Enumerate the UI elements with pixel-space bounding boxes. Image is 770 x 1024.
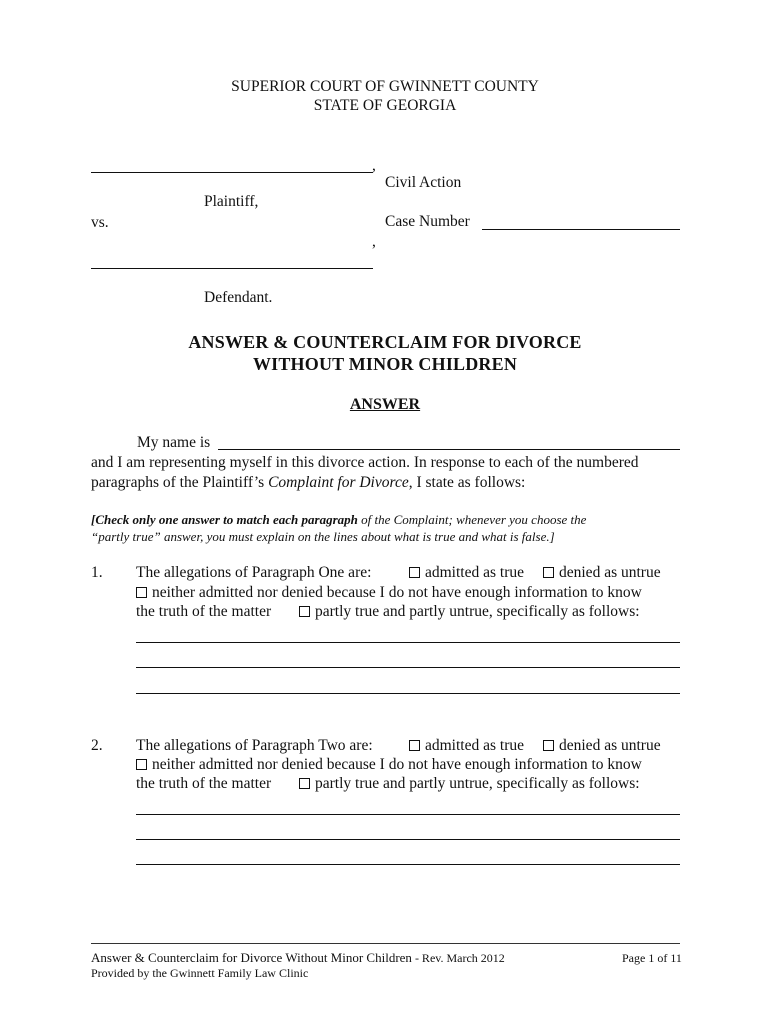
state-name: STATE OF GEORGIA xyxy=(313,97,457,114)
checkbox-admitted[interactable] xyxy=(409,567,420,578)
court-name: SUPERIOR COURT OF GWINNETT COUNTY xyxy=(231,78,539,95)
explanation-line[interactable] xyxy=(136,667,680,668)
intro-text-line2: and I am representing myself in this divorce action. In response to each of the numbered xyxy=(91,454,639,471)
complaint-title: Complaint for Divorce xyxy=(268,474,409,491)
case-number-label: Case Number xyxy=(385,213,470,230)
option-admitted[interactable]: admitted as true xyxy=(409,737,524,755)
instruction-bold: [Check only one answer to match each paragraph xyxy=(91,512,358,527)
explanation-line[interactable] xyxy=(136,642,680,643)
instruction-line1: [Check only one answer to match each paragraph of the Complaint; whenever you choose the xyxy=(91,512,587,527)
truth-label: the truth of the matter xyxy=(136,603,272,620)
checkbox-partly[interactable] xyxy=(299,606,310,617)
checkbox-denied[interactable] xyxy=(543,567,554,578)
option-admitted[interactable]: admitted as true xyxy=(409,564,524,582)
name-line[interactable] xyxy=(218,449,680,450)
footer-doc-title: Answer & Counterclaim for Divorce Without Minor Children - Rev. March 2012 xyxy=(91,950,505,965)
intro-text-line3: paragraphs of the Plaintiff’s Complaint for Divorce, I state as follows: xyxy=(91,474,526,491)
option-neither[interactable]: neither admitted nor denied because I do not have enough information to know xyxy=(136,584,642,602)
explanation-line[interactable] xyxy=(136,864,680,865)
vs-label: vs. xyxy=(91,214,109,231)
truth-label: the truth of the matter xyxy=(136,775,272,792)
caption-comma-1: , xyxy=(372,157,376,174)
name-label: My name is xyxy=(137,434,211,451)
option-neither[interactable]: neither admitted nor denied because I do not have enough information to know xyxy=(136,756,642,774)
paragraph-lead: The allegations of Paragraph Two are: xyxy=(136,737,373,754)
paragraph-number: 2. xyxy=(91,737,103,754)
defendant-label: Defendant. xyxy=(204,289,273,306)
option-partly[interactable]: partly true and partly untrue, specifically as follows: xyxy=(299,775,640,793)
checkbox-denied[interactable] xyxy=(543,740,554,751)
defendant-name-line[interactable] xyxy=(91,268,373,269)
option-denied[interactable]: denied as untrue xyxy=(543,737,661,755)
explanation-line[interactable] xyxy=(136,693,680,694)
plaintiff-label: Plaintiff, xyxy=(204,193,259,210)
paragraph-number: 1. xyxy=(91,564,103,581)
section-heading-answer: ANSWER xyxy=(349,396,421,413)
caption-comma-2: , xyxy=(372,233,376,250)
checkbox-neither[interactable] xyxy=(136,587,147,598)
footer-provider: Provided by the Gwinnett Family Law Clinic xyxy=(91,966,309,980)
option-denied[interactable]: denied as untrue xyxy=(543,564,661,582)
checkbox-admitted[interactable] xyxy=(409,740,420,751)
instruction-line2: “partly true” answer, you must explain on the lines about what is true and what is false.] xyxy=(91,529,555,544)
document-title-line2: WITHOUT MINOR CHILDREN xyxy=(252,354,518,374)
plaintiff-name-line[interactable] xyxy=(91,172,373,173)
civil-action-label: Civil Action xyxy=(385,174,462,191)
checkbox-partly[interactable] xyxy=(299,778,310,789)
explanation-line[interactable] xyxy=(136,814,680,815)
footer-page-number: Page 1 of 11 xyxy=(622,951,682,965)
footer-rule xyxy=(91,943,680,944)
explanation-line[interactable] xyxy=(136,839,680,840)
checkbox-neither[interactable] xyxy=(136,759,147,770)
paragraph-lead: The allegations of Paragraph One are: xyxy=(136,564,372,581)
document-title-line1: ANSWER & COUNTERCLAIM FOR DIVORCE xyxy=(188,332,582,352)
case-number-line[interactable] xyxy=(482,229,680,230)
option-partly[interactable]: partly true and partly untrue, specifically as follows: xyxy=(299,603,640,621)
